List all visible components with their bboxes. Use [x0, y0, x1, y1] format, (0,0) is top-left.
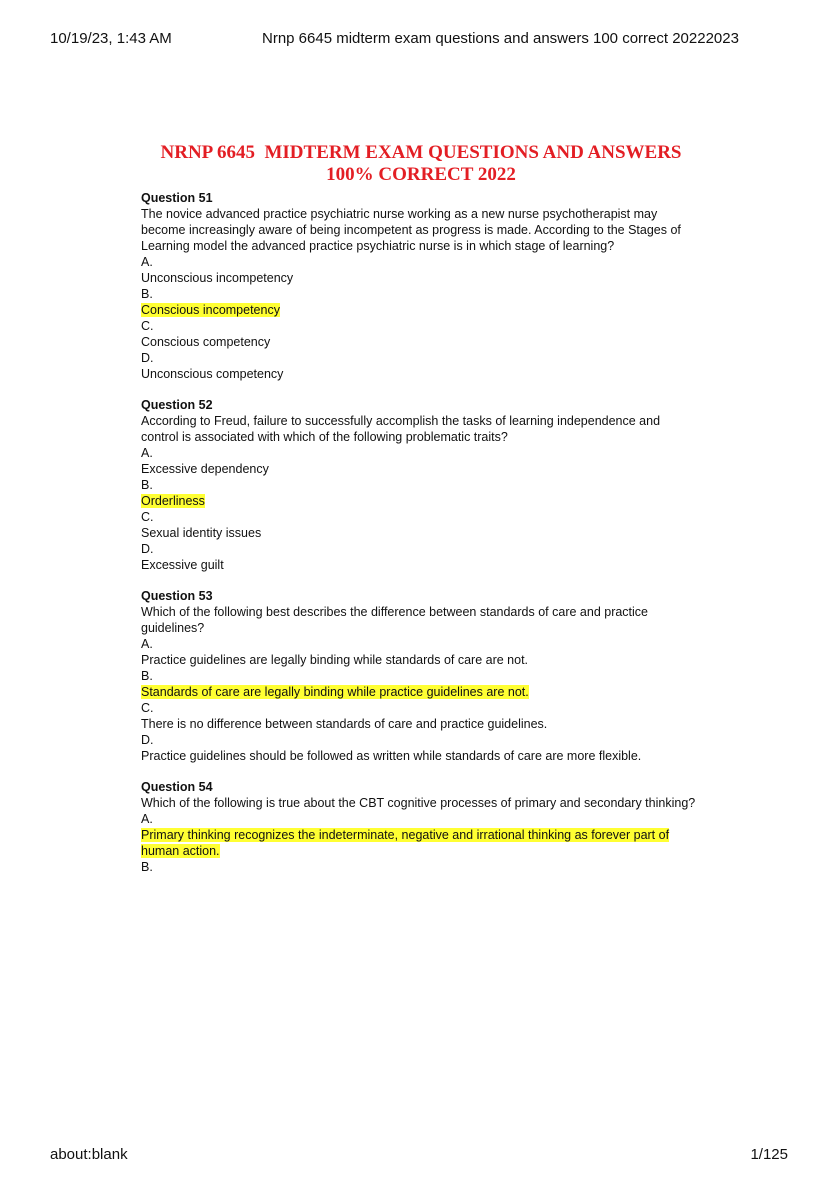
option-text: There is no difference between standards of care and practice guidelines. [141, 717, 548, 731]
option-text: Excessive dependency [141, 462, 269, 476]
document-body [141, 142, 701, 890]
option-text: Unconscious competency [141, 367, 284, 381]
option-letter: C. [141, 510, 154, 524]
option-letter: C. [141, 701, 154, 715]
question-text: According to Freud, failure to successfully accomplish the tasks of learning independence and control is associated with which of the following problematic traits? [141, 414, 661, 444]
question-title: Question 51 [141, 191, 213, 205]
print-header [50, 30, 790, 50]
question-block [141, 588, 701, 764]
option-text: Practice guidelines are legally binding while standards of care are not. [141, 653, 529, 667]
correct-answer-highlight: Standards of care are legally binding while practice guidelines are not. [141, 685, 529, 699]
question-text: The novice advanced practice psychiatric nurse working as a new nurse psychotherapist may become increasingly aware of being incompetent as progress is made. According to the Stages of Learning model the advanced practice psychiatric nurse is in which stage of learning? [141, 207, 681, 253]
option-letter: B. [141, 287, 153, 301]
question-text: Which of the following best describes the difference between standards of care and practice guidelines? [141, 605, 649, 635]
option-text: Conscious competency [141, 335, 271, 349]
print-footer [50, 1146, 788, 1166]
option-letter: B. [141, 478, 153, 492]
print-datetime: 10/19/23, 1:43 AM [50, 30, 172, 47]
option-letter: D. [141, 542, 154, 556]
option-letter: B. [141, 669, 153, 683]
option-letter: A. [141, 255, 153, 269]
question-block [141, 779, 701, 875]
document-heading [141, 142, 701, 186]
option-text: Unconscious incompetency [141, 271, 294, 285]
correct-answer-highlight: Conscious incompetency [141, 303, 280, 317]
option-letter: D. [141, 351, 154, 365]
question-block [141, 397, 701, 573]
option-text: Excessive guilt [141, 558, 224, 572]
option-text: Sexual identity issues [141, 526, 262, 540]
question-title: Question 52 [141, 398, 213, 412]
heading-line-2: 100% CORRECT 2022 [326, 164, 516, 185]
option-letter: A. [141, 637, 153, 651]
print-page-title: Nrnp 6645 midterm exam questions and answers 100 correct 20222023 [262, 30, 739, 47]
correct-answer-highlight: Orderliness [141, 494, 205, 508]
option-text: Practice guidelines should be followed as written while standards of care are more flexible. [141, 749, 642, 763]
correct-answer-highlight: Primary thinking recognizes the indeterminate, negative and irrational thinking as forever part of human action. [141, 828, 670, 858]
question-title: Question 54 [141, 780, 213, 794]
question-text: Which of the following is true about the CBT cognitive processes of primary and secondary thinking? [141, 796, 696, 810]
option-letter: D. [141, 733, 154, 747]
option-letter: B. [141, 860, 153, 874]
option-letter: A. [141, 446, 153, 460]
heading-line-1: NRNP 6645 MIDTERM EXAM QUESTIONS AND ANSWERS [160, 142, 682, 163]
page-number: 1/125 [750, 1146, 788, 1163]
option-letter: C. [141, 319, 154, 333]
question-title: Question 53 [141, 589, 213, 603]
question-block [141, 190, 701, 382]
option-letter: A. [141, 812, 153, 826]
print-url: about:blank [50, 1146, 128, 1163]
